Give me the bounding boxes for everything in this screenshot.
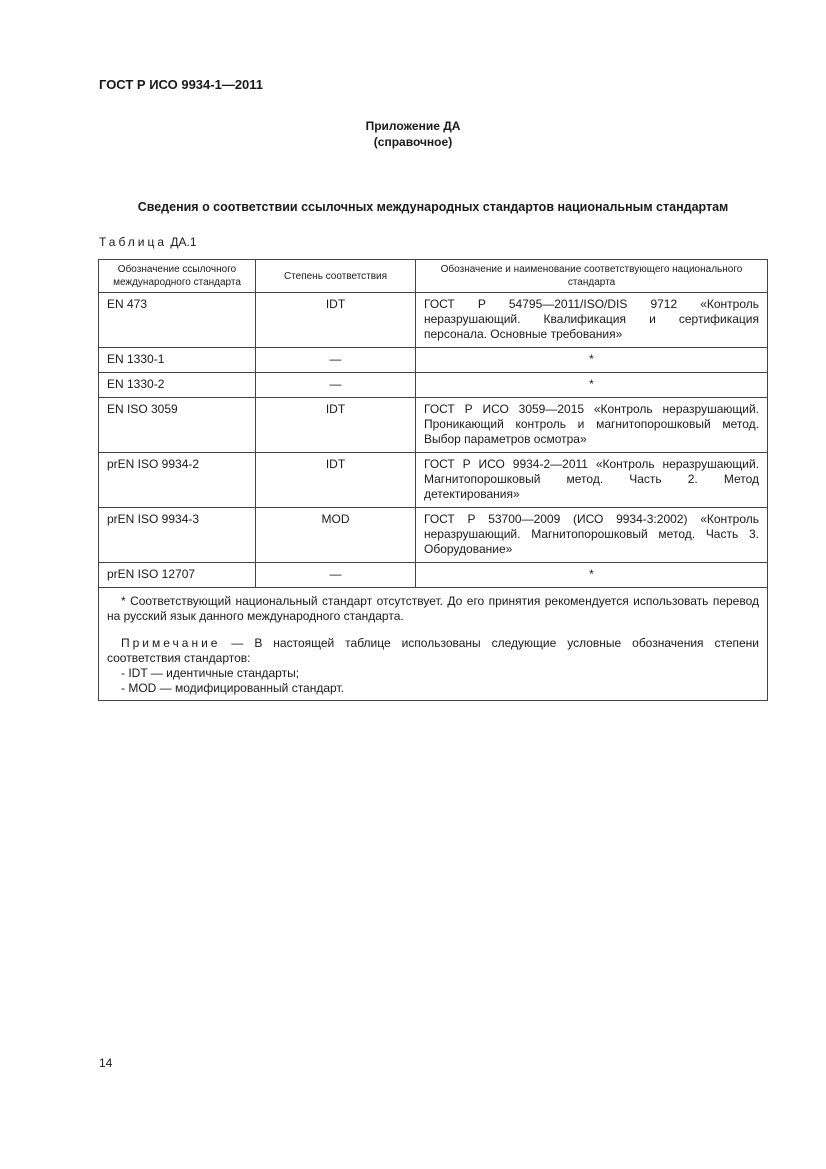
column-header-degree: Степень соответствия	[256, 260, 416, 293]
table-label	[99, 235, 197, 249]
table-label-word: Таблица	[99, 235, 168, 249]
table-row	[99, 563, 768, 588]
table-row	[99, 508, 768, 563]
cell-national: ГОСТ Р ИСО 3059—2015 «Контроль неразрушающий. Проникающий контроль и магнитопорошковый метод. Выбор параметров осмотра»	[416, 398, 768, 453]
column-header-national: Обозначение и наименование соответствующего национального стандарта	[416, 260, 768, 293]
table-note	[107, 636, 759, 666]
note-label: Примечание	[121, 636, 221, 650]
cell-reference: prEN ISO 12707	[99, 563, 256, 588]
column-header-reference: Обозначение ссылочного международного стандарта	[99, 260, 256, 293]
table-notes-row	[99, 588, 768, 701]
cell-degree: IDT	[256, 293, 416, 348]
table-row	[99, 453, 768, 508]
cell-reference: prEN ISO 9934-2	[99, 453, 256, 508]
cell-degree: —	[256, 563, 416, 588]
cell-reference: EN ISO 3059	[99, 398, 256, 453]
cell-national: ГОСТ Р 54795—2011/ISO/DIS 9712 «Контроль неразрушающий. Квалификация и сертификация персонала. Основные требования»	[416, 293, 768, 348]
cell-reference: EN 1330-1	[99, 348, 256, 373]
note-text: — В настоящей таблице использованы следующие условные обозначения степени соответствия стандартов:	[107, 636, 759, 665]
table-footnote: * Соответствующий национальный стандарт отсутствует. До его принятия рекомендуется использовать перевод на русский язык данного международного стандарта.	[107, 594, 759, 623]
table-label-number: ДА.1	[170, 235, 197, 249]
cell-national: ГОСТ Р 53700—2009 (ИСО 9934-3:2002) «Контроль неразрушающий. Магнитопорошковый метод. Часть 3. Оборудование»	[416, 508, 768, 563]
cell-national: ГОСТ Р ИСО 9934-2—2011 «Контроль неразрушающий. Магнитопорошковый метод. Часть 2. Метод детектирования»	[416, 453, 768, 508]
table-row	[99, 398, 768, 453]
cell-degree: —	[256, 348, 416, 373]
note-item: - IDT — идентичные стандарты;	[121, 666, 300, 680]
table-notes	[99, 588, 768, 701]
cell-degree: IDT	[256, 453, 416, 508]
cell-degree: —	[256, 373, 416, 398]
correspondence-table	[98, 259, 768, 701]
annex-title: Приложение ДА	[365, 119, 461, 133]
table-row	[99, 348, 768, 373]
cell-reference: prEN ISO 9934-3	[99, 508, 256, 563]
page-number: 14	[99, 1056, 113, 1070]
cell-reference: EN 1330-2	[99, 373, 256, 398]
document-code-header: ГОСТ Р ИСО 9934-1—2011	[99, 77, 264, 92]
table-row	[99, 373, 768, 398]
cell-national: *	[416, 563, 768, 588]
section-title: Сведения о соответствии ссылочных международных стандартов национальным стандартам	[137, 200, 729, 214]
cell-reference: EN 473	[99, 293, 256, 348]
cell-national: *	[416, 373, 768, 398]
cell-degree: IDT	[256, 398, 416, 453]
cell-degree: MOD	[256, 508, 416, 563]
table-header-row	[99, 260, 768, 293]
table-row	[99, 293, 768, 348]
cell-national: *	[416, 348, 768, 373]
note-item: - MOD — модифицированный стандарт.	[121, 681, 344, 695]
annex-subtitle: (справочное)	[373, 135, 453, 149]
annex-heading	[0, 118, 826, 150]
